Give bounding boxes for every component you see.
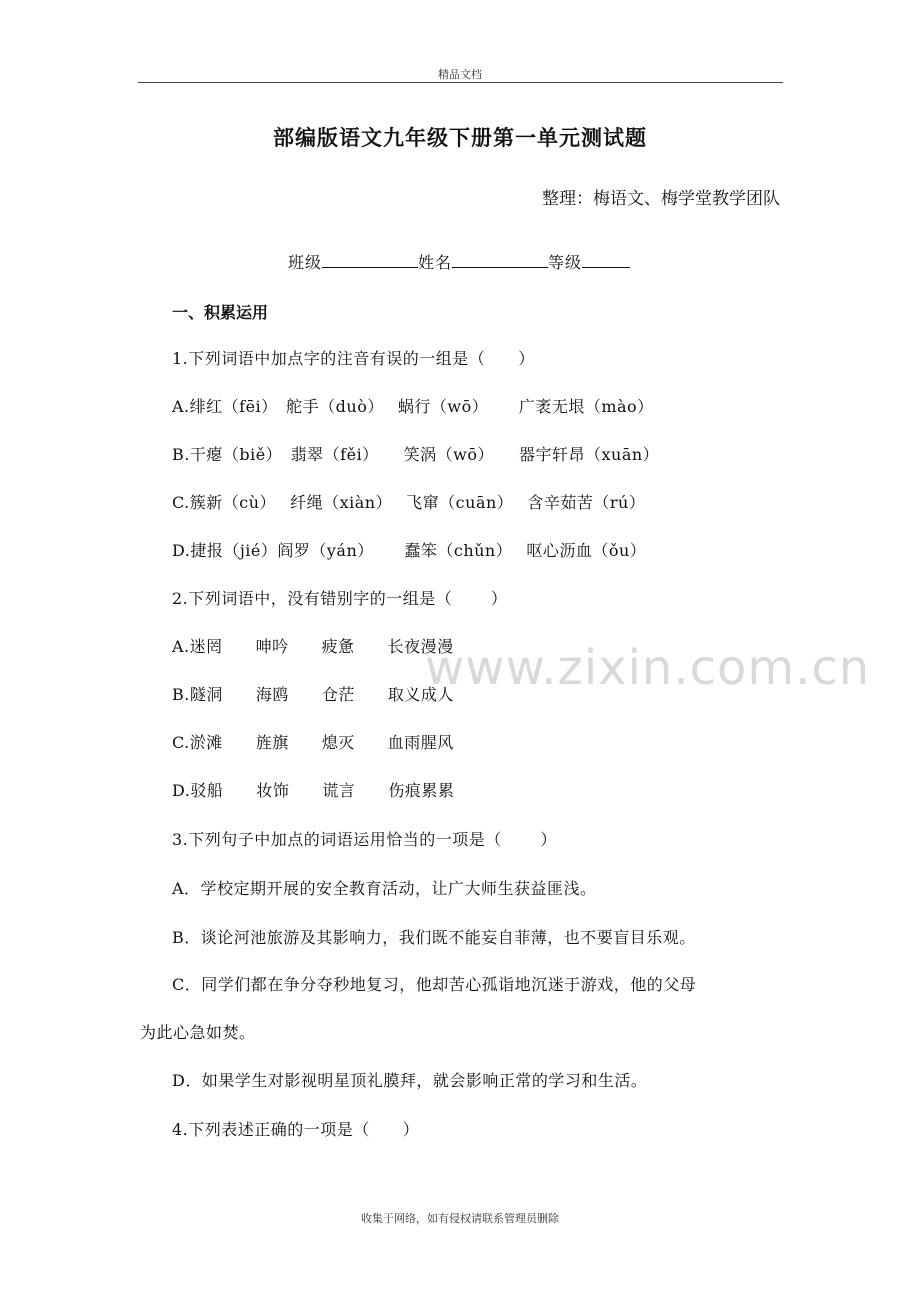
question-3: 3.下列句子中加点的词语运用恰当的一项是（ ）: [172, 830, 557, 849]
q3-option-c: C．同学们都在争分夺秒地复习，他却苦心孤诣地沉迷于游戏，他的父母: [172, 975, 697, 994]
grade-blank[interactable]: [582, 251, 630, 268]
page-header-label: 精品文档: [438, 68, 482, 81]
watermark-text: www.zixin.com.cn: [425, 640, 871, 696]
class-blank[interactable]: [322, 251, 418, 268]
name-blank[interactable]: [452, 251, 548, 268]
class-label: 班级: [288, 253, 323, 272]
question-2: 2.下列词语中，没有错别字的一组是（ ）: [172, 589, 508, 608]
header-rule: [138, 82, 783, 83]
grade-label: 等级: [548, 253, 583, 272]
q1-option-b: B.干瘪（biě） 翡翠（fěi） 笑涡（wō） 器宇轩昂（xuān）: [172, 445, 660, 464]
name-label: 姓名: [418, 253, 453, 272]
section-heading: 一、积累运用: [172, 303, 269, 322]
q3-option-c-continued: 为此心急如焚。: [140, 1023, 256, 1042]
q2-option-d: D.驳船 妆饰 谎言 伤痕累累: [172, 781, 455, 800]
q1-option-c: C.簇新（cù） 纤绳（xiàn） 飞窜（cuān） 含辛茹苦（rú）: [172, 493, 646, 512]
q2-option-c: C.淤滩 旌旗 熄灭 血雨腥风: [172, 733, 454, 752]
q3-option-a: A．学校定期开展的安全教育活动，让广大师生获益匪浅。: [172, 879, 597, 898]
q2-option-b: B.隧洞 海鸥 仓茫 取义成人: [172, 685, 454, 704]
question-4: 4.下列表述正确的一项是（ ）: [172, 1120, 420, 1139]
page-footer: 收集于网络，如有侵权请联系管理员删除: [361, 1212, 559, 1225]
student-info-line: [288, 250, 630, 273]
q1-option-a: A.绯红（fēi） 舵手（duò） 蜗行（wō） 广袤无垠（mào）: [172, 397, 654, 416]
document-title: 部编版语文九年级下册第一单元测试题: [273, 125, 647, 150]
q3-option-b: B．谈论河池旅游及其影响力，我们既不能妄自菲薄，也不要盲目乐观。: [172, 928, 696, 947]
q1-option-d: D.捷报（jié）阎罗（yán） 蠢笨（chǔn） 呕心沥血（ǒu）: [172, 541, 647, 560]
q2-option-a: A.迷罔 呻吟 疲惫 长夜漫漫: [172, 637, 454, 656]
question-1: 1.下列词语中加点字的注音有误的一组是（ ）: [172, 349, 535, 368]
document-organizer: 整理：梅语文、梅学堂教学团队: [542, 189, 780, 209]
q3-option-d: D．如果学生对影视明星顶礼膜拜，就会影响正常的学习和生活。: [172, 1071, 648, 1090]
